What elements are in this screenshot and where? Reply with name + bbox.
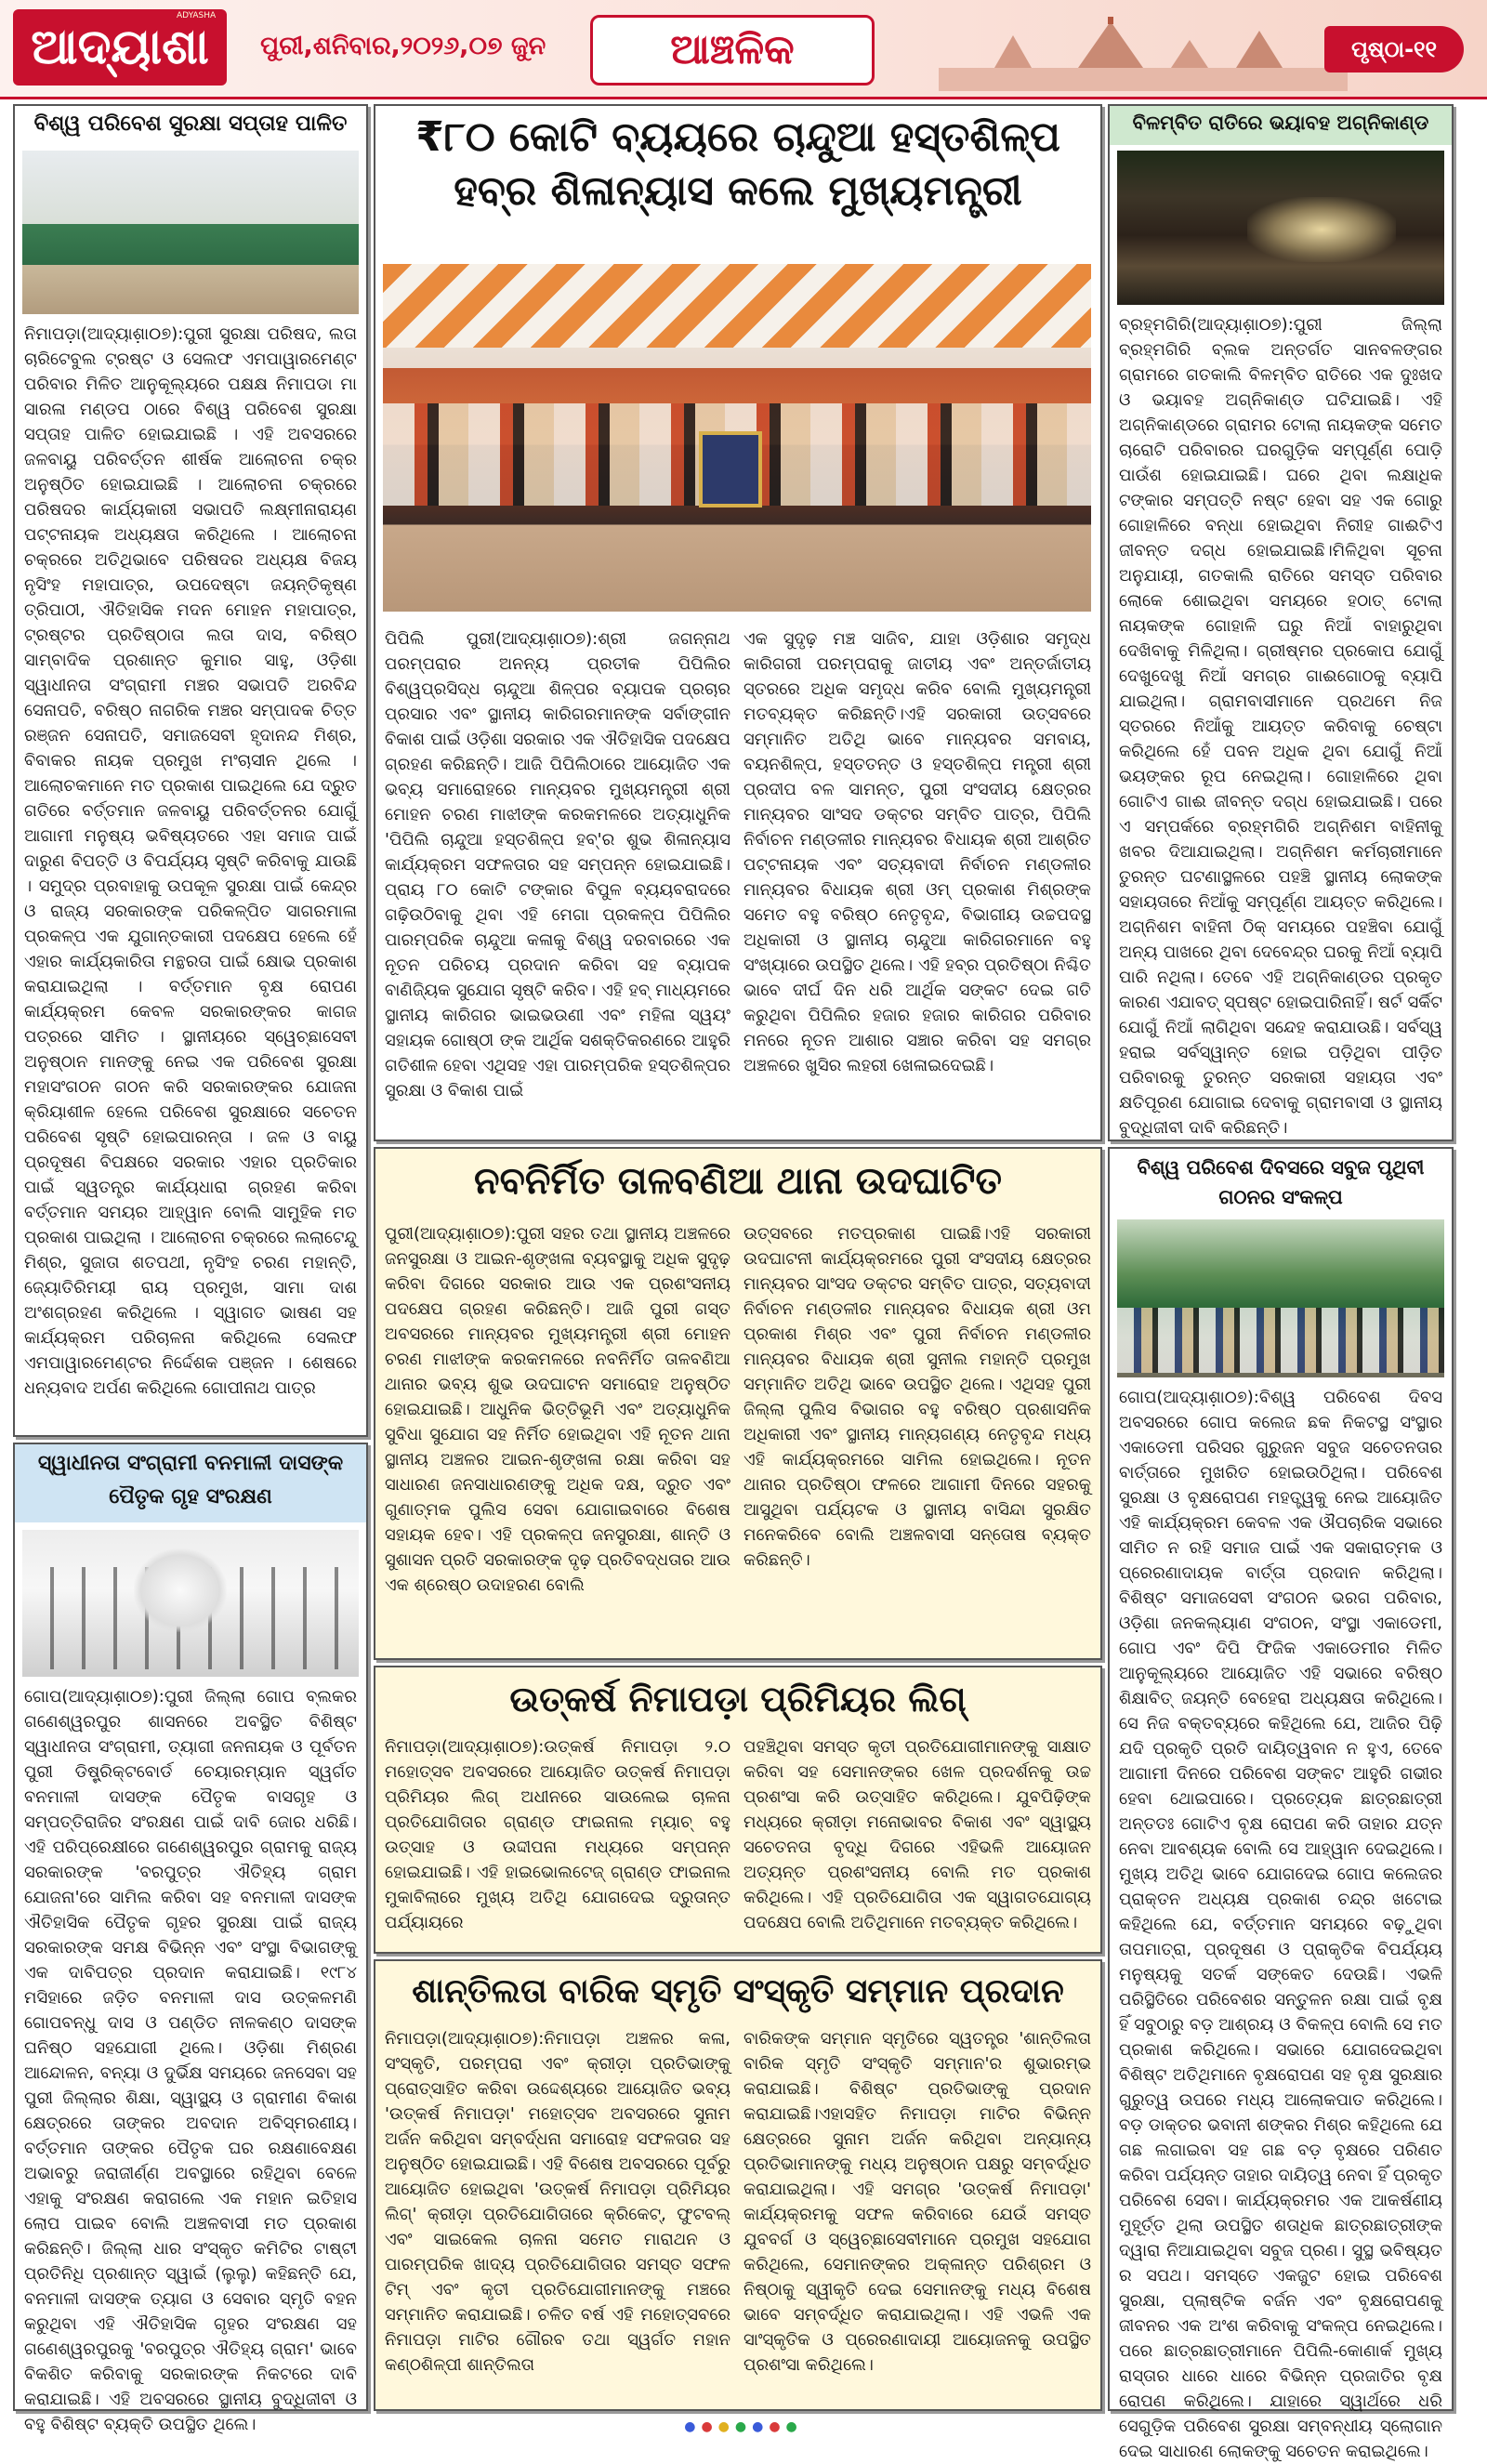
students-group-photo — [1117, 1219, 1444, 1377]
page-indicator-dots: ●●●●●●● — [684, 2419, 803, 2434]
newspaper-logo[interactable]: ଆଦ୍ୟାଶା — [13, 9, 227, 86]
article-body-col1: ନିମାପଡ଼ା(ଆଦ୍ୟାଶା଼୦୭):ନିମାପଡ଼ା ଅଞ୍ଚଳର କଳା, ସଂସ୍କୃତି, ପରମ୍ପରା ଏବଂ କ୍ରୀଡ଼ା ପ୍ରତିଭାଙ୍କୁ ପ୍ରୋତ୍ସାହିତ କରିବା ଉଦ୍ଦେଶ୍ୟରେ ଆୟୋଜିତ ଭବ୍ୟ 'ଉତ୍କର୍ଷ ନିମାପଡ଼ା' ମହୋତ୍ସବ ଅବସରରେ ସୁନାମ ଅର୍ଜନ କରିଥିବା ସମ୍ବର୍ଦ୍ଧନା ସମାରୋହ ସଫଳତାର ସହ ଅନୁଷ୍ଠିତ ହୋଇଯାଇଛି। ଏହି ବିଶେଷ ଅବସରରେ ପୂର୍ବରୁ ଆୟୋଜିତ ହୋଇଥିବା 'ଉତ୍କର୍ଷ ନିମାପଡ଼ା ପ୍ରିମିୟର ଲିଗ୍' କ୍ରୀଡ଼ା ପ୍ରତିଯୋଗିତାରେ କ୍ରିକେଟ୍, ଫୁଟବଲ୍ ଏବଂ ସାଇକେଲ ଚାଳନା ସମେତ ମାରାଥନ ଓ ପାରମ୍ପରିକ ଖାଦ୍ୟ ପ୍ରତିଯୋଗିତାର ସମସ୍ତ ସଫଳ ଟିମ୍ ଏବଂ କୃତୀ ପ୍ରତିଯୋଗୀମାନଙ୍କୁ ମଞ୍ଚରେ ସମ୍ମାନିତ କରାଯାଇଛି। ଚଳିତ ବର୍ଷ ଏହି ମହୋତ୍ସବରେ ନିମାପଡ଼ା ମାଟିର ଗୌରବ ତଥା ସ୍ୱର୍ଗତ ମହାନ କଣ୍ଠଶିଳ୍ପୀ ଶାନ୍ତିଲତା — [385, 2029, 730, 2375]
article-body: ବ୍ରହ୍ମଗିରି(ଆଦ୍ୟାଶା଼୦୭):ପୁରୀ ଜିଲ୍ଲା ବ୍ରହ୍ମଗିରି ବ୍ଲକ ଅନ୍ତର୍ଗତ ସାନବଳଙ୍ଗର ଗ୍ରାମରେ ଗତକାଲି ବିଳମ୍ବିତ ରାତିରେ ଏକ ଦୁଃଖଦ ଓ ଭୟାବହ ଅଗ୍ନିକାଣ୍ଡ ଘଟିଯାଇଛି। ଏହି ଅଗ୍ନିକାଣ୍ଡରେ ଗ୍ରାମର ଟୋଲା ନାୟକଙ୍କ ସମେତ ଚାରୋଟି ପରିବାରର ଘରଗୁଡ଼ିକ ସମ୍ପୂର୍ଣ୍ଣ ପୋଡ଼ି ପାଉଁଶ ହୋଇଯାଇଛି। ଘରେ ଥିବା ଲକ୍ଷାଧିକ ଟଙ୍କାର ସମ୍ପତ୍ତି ନଷ୍ଟ ହେବା ସହ ଏକ ଗୋରୁ ଗୋହାଳିରେ ବନ୍ଧା ହୋଇଥିବା ନିରୀହ ଗାଈଟିଏ ଜୀବନ୍ତ ଦଗ୍ଧ ହୋଇଯାଇଛି।ମିଳିଥିବା ସୂଚନା ଅନୁଯାୟୀ, ଗତକାଲି ରାତିରେ ସମସ୍ତ ପରିବାର ଲୋକେ ଶୋଇଥିବା ସମୟରେ ହଠାତ୍ ଟୋଲା ନାୟକଙ୍କ ଗୋହାଳି ଘରୁ ନିଆଁ ବାହାରୁଥିବା ଦେଖିବାକୁ ମିଳିଥିଲା। ଗ୍ରୀଷ୍ମର ପ୍ରକୋପ ଯୋଗୁଁ ଦେଖୁଦେଖୁ ନିଆଁ ସମଗ୍ର ଗାଈଗୋଠକୁ ବ୍ୟାପି ଯାଇଥିଲା। ଗ୍ରାମବାସୀମାନେ ପ୍ରଥମେ ନିଜ ସ୍ତରରେ ନିଆଁକୁ ଆୟତ୍ତ କରିବାକୁ ଚେଷ୍ଟା କରିଥିଲେ ହେଁ ପବନ ଅଧିକ ଥିବା ଯୋଗୁଁ ନିଆଁ ଭୟଙ୍କର ରୂପ ନେଇଥିଲା। ଗୋହାଳିରେ ଥିବା ଗୋଟିଏ ଗାଈ ଜୀବନ୍ତ ଦଗ୍ଧ ହୋଇଯାଇଛି। ପରେ ଏ ସମ୍ପର୍କରେ ବ୍ରହ୍ମଗିରି ଅଗ୍ନିଶମ ବାହିନୀକୁ ଖବର ଦିଆଯାଇଥିଲା। ଅଗ୍ନିଶମ କର୍ମଚାରୀମାନେ ତୁରନ୍ତ ଘଟଣାସ୍ଥଳରେ ପହଞ୍ଚି ସ୍ଥାନୀୟ ଲୋକଙ୍କ ସହାୟତାରେ ନିଆଁକୁ ସମ୍ପୂର୍ଣ୍ଣ ଆୟତ୍ତ କରିଥିଲେ। ଅଗ୍ନିଶମ ବାହିନୀ ଠିକ୍ ସମୟରେ ପହଞ୍ଚିବା ଯୋଗୁଁ ଅନ୍ୟ ପାଖରେ ଥିବା ଦେବେନ୍ଦ୍ର ଘରକୁ ନିଆଁ ବ୍ୟାପି ପାରି ନଥିଲା। ତେବେ ଏହି ଅଗ୍ନିକାଣ୍ଡର ପ୍ରକୃତ କାରଣ ଏଯାବତ୍ ସ୍ପଷ୍ଟ ହୋଇପାରିନାହିଁ। ଷର୍ଟ ସର୍କିଟ ଯୋଗୁଁ ନିଆଁ ଲାଗିଥିବା ସନ୍ଦେହ କରାଯାଉଛି। ସର୍ବସ୍ୱ ହରାଇ ସର୍ବସ୍ୱାନ୍ତ ହୋଇ ପଡ଼ିଥିବା ପୀଡ଼ିତ ପରିବାରକୁ ତୁରନ୍ତ ସରକାରୀ ସହାୟତା ଏବଂ କ୍ଷତିପୂରଣ ଯୋଗାଇ ଦେବାକୁ ଗ୍ରାମବାସୀ ଓ ସ୍ଥାନୀୟ ବୁଦ୍ଧିଜୀବୀ ଦାବି କରିଛନ୍ତି। — [1119, 315, 1442, 1138]
article-headline: ନବନିର୍ମିତ ତାଳବଣିଆ ଥାନା ଉଦଘାଟିତ — [474, 1160, 1002, 1203]
article-body: ନିମାପଡ଼ା(ଆଦ୍ୟାଶା଼୦୭):ପୁରୀ ସୁରକ୍ଷା ପରିଷଦ, ଲତା ଚାରିଟେବୁଲ ଟ୍ରଷ୍ଟ ଓ ସେଲଫ ଏମପାୱାରମେଣ୍ଟ ପରିବାର ମିଳିତ ଆନୁକୂଲ୍ୟରେ ପକ୍ଷକ୍ଷ ନିମାପଡା ମା ସାରଳା ମଣ୍ଡପ ଠାରେ ବିଶ୍ୱ ପରିବେଶ ସୁରକ୍ଷା ସପ୍ତାହ ପାଳିତ ହୋଇଯାଇଛି । ଏହି ଅବସରରେ ଜଳବାୟୁ ପରିବର୍ତ୍ତନ ଶୀର୍ଷକ ଆଲୋଚନା ଚକ୍ର ଅନୁଷ୍ଠିତ ହୋଇଯାଇଛି । ଆଲୋଚନା ଚକ୍ରରେ ପରିଷଦର କାର୍ଯ୍ୟକାରୀ ସଭାପତି ଲକ୍ଷ୍ମୀନାରାୟଣ ପଟ୍ଟନାୟକ ଅଧ୍ୟକ୍ଷତା କରିଥିଲେ । ଆଲୋଚନା ଚକ୍ରରେ ଅତିଥିଭାବେ ପରିଷଦର ଅଧ୍ୟକ୍ଷ ବିଜୟ ନୃସିଂହ ମହାପାତ୍ର, ଉପଦେଷ୍ଟା ଜୟନ୍ତିକୃଷ୍ଣ ତ୍ରିପାଠୀ, ଐତିହାସିକ ମଦନ ମୋହନ ମହାପାତ୍ର, ଟ୍ରଷ୍ଟର ପ୍ରତିଷ୍ଠାତା ଲତା ଦାସ, ବରିଷ୍ଠ ସାମ୍ବାଦିକ ପ୍ରଶାନ୍ତ କୁମାର ସାହୁ, ଓଡ଼ିଶା ସ୍ୱାଧୀନତା ସଂଗ୍ରାମୀ ମଞ୍ଚର ସଭାପତି ଅରବିନ୍ଦ ସେନାପତି, ବରିଷ୍ଠ ନାଗରିକ ମଞ୍ଚର ସମ୍ପାଦକ ଚିତ୍ତ ରଞ୍ଜନ ସେନାପତି, ସମାଜସେବୀ ହୃଦାନନ୍ଦ ମିଶ୍ର, ବିବାକର ନାୟକ ପ୍ରମୁଖ ମଂଚାସୀନ ଥିଲେ । ଆଲୋଚକମାନେ ମତ ପ୍ରକାଶ ପାଇଥିଲେ ଯେ ଦ୍ରୁତ ଗତିରେ ବର୍ତ୍ତମାନ ଜଳବାୟୁ ପରିବର୍ତ୍ତନର ଯୋଗୁଁ ଆଗାମୀ ମନୁଷ୍ୟ ଭବିଷ୍ୟତରେ ଏହା ସମାଜ ପାଇଁ ଦାରୁଣ ବିପତ୍ତି ଓ ବିପର୍ଯ୍ୟୟ ସୃଷ୍ଟି କରିବାକୁ ଯାଉଛି । ସମୁଦ୍ର ପ୍ରବାହାକୁ ଉପକୂଳ ସୁରକ୍ଷା ପାଇଁ କେନ୍ଦ୍ର ଓ ରାଜ୍ୟ ସରକାରଙ୍କ ପରିକଳ୍ପିତ ସାଗରମାଳା ପ୍ରକଳ୍ପ ଏକ ଯୁଗାନ୍ତକାରୀ ପଦକ୍ଷେପ ହେଲେ ହେଁ ଏହାର କାର୍ଯ୍ୟକାରିତା ମନ୍ଥରତା ପାଇଁ କ୍ଷୋଭ ପ୍ରକାଶ କରାଯାଇଥିଲା । ବର୍ତ୍ତମାନ ବୃକ୍ଷ ରୋପଣ କାର୍ଯ୍ୟକ୍ରମ କେବଳ ସରକାରଙ୍କର କାଗଜ ପତ୍ରରେ ସୀମିତ । ସ୍ଥାନୀୟରେ ସ୍ୱେଚ୍ଛାସେବୀ ଅନୁଷ୍ଠାନ ମାନଙ୍କୁ ନେଇ ଏକ ପରିବେଶ ସୁରକ୍ଷା ମହାସଂଗଠନ ଗଠନ କରି ସରକାରଙ୍କର ଯୋଜନା କ୍ରିୟାଶୀଳ ହେଲେ ପରିବେଶ ସୁରକ୍ଷାରେ ସଚେତନ ପରିବେଶ ସୃଷ୍ଟି ହୋଇପାରନ୍ତା । ଜଳ ଓ ବାୟୁ ପ୍ରଦୂଷଣ ବିପକ୍ଷରେ ସରକାର ଏହାର ପ୍ରତିକାର ପାଇଁ ସ୍ୱତନ୍ତ୍ର କାର୍ଯ୍ୟଧାରା ଗ୍ରହଣ କରିବା ବର୍ତ୍ତମାନ ସମୟର ଆହ୍ୱାନ ବୋଲି ସାମୁହିକ ମତ ପ୍ରକାଶ ପାଇଥିଲା । ଆଲୋଚନା ଚକ୍ରରେ ଲଲାଟେନ୍ଦୁ ମିଶ୍ର, ସୁଜାତା ଶତପଥୀ, ନୃସିଂହ ଚରଣ ମହାନ୍ତି, ଜ୍ୟୋତିରିମୟୀ ରାୟ ପ୍ରମୁଖ, ସାମା ଦାଶ ଅଂଶଗ୍ରହଣ କରିଥିଲେ । ସ୍ୱାଗତ ଭାଷଣ ସହ କାର୍ଯ୍ୟକ୍ରମ ପରିଚାଳନା କରିଥିଲେ ସେଲଫ ଏମପାୱାରମେଣ୍ଟର ନିର୍ଦ୍ଦେଶକ ପଞ୍ଜନ । ଶେଷରେ ଧନ୍ୟବାଦ ଅର୍ପଣ କରିଥିଲେ ଗୋପୀନାଥ ପାତ୍ର — [24, 324, 357, 1398]
article-body-col1: ନିମାପଡ଼ା(ଆଦ୍ୟାଶା଼୦୭):ଉତ୍କର୍ଷ ନିମାପଡ଼ା ୨.୦ ମହୋତ୍ସବ ଅବସରରେ ଆୟୋଜିତ ଉତ୍କର୍ଷ ନିମାପଡ଼ା ପ୍ରିମିୟର ଲିଗ୍ ଅଧୀନରେ ସାଉଲେଇ ଚାଳନା ପ୍ରତିଯୋଗିତାର ଗ୍ରାଣ୍ଡ ଫାଇନାଲ ମ୍ୟାଚ୍ ବହୁ ଉତ୍ସାହ ଓ ଉଦ୍ଦୀପନା ମଧ୍ୟରେ ସମ୍ପନ୍ନ ହୋଇଯାଇଛି। ଏହି ହାଇଭୋଲଟେଜ୍ ଗ୍ରାଣ୍ଡ ଫାଇନାଲ ମୁକାବିଲାରେ ମୁଖ୍ୟ ଅତିଥି ଯୋଗଦେଇ ଦ୍ରୁତାନ୍ତ ପର୍ଯ୍ୟାୟରେ — [385, 1737, 730, 1932]
masthead — [0, 0, 1487, 99]
article-body-col2: ପହଞ୍ଚିଥିବା ସମସ୍ତ କୃତୀ ପ୍ରତିଯୋଗୀମାନଙ୍କୁ ସାକ୍ଷାତ କରିବା ସହ ସେମାନଙ୍କର ଖେଳ ପ୍ରଦର୍ଶନକୁ ଉଚ୍ଚ ପ୍ରଶଂସା କରି ଉତ୍ସାହିତ କରିଥିଲେ। ଯୁବପିଢ଼ିଙ୍କ ମଧ୍ୟରେ କ୍ରୀଡ଼ା ମନୋଭାବର ବିକାଶ ଏବଂ ସ୍ୱାସ୍ଥ୍ୟ ସଚେତନତା ବୃଦ୍ଧି ଦିଗରେ ଏହିଭଳି ଆୟୋଜନ ଅତ୍ୟନ୍ତ ପ୍ରଶଂସନୀୟ ବୋଲି ମତ ପ୍ରକାଶ କରିଥିଲେ। ଏହି ପ୍ରତିଯୋଗିତା ଏକ ସ୍ୱାଗତଯୋଗ୍ୟ ପଦକ୍ଷେପ ବୋଲି ଅତିଥିମାନେ ମତବ୍ୟକ୍ତ କରିଥିଲେ। — [744, 1737, 1091, 1932]
edition-date: ପୁରୀ,ଶନିବାର,୨୦୨୬,୦୭ ଜୁନ — [260, 32, 546, 60]
ancestral-house-photo — [22, 1530, 359, 1677]
article-headline-line1: ବିଶ୍ୱ ପରିବେଶ ଦିବସରେ ସବୁଜ ପୃଥିବୀ — [1137, 1156, 1425, 1179]
article-body-col2: ବାରିକଙ୍କ ସମ୍ମାନ ସ୍ମୃତିରେ ସ୍ୱତନ୍ତ୍ର 'ଶାନ୍ତିଲତା ବାରିକ ସ୍ମୃତି ସଂସ୍କୃତି ସମ୍ମାନ'ର ଶୁଭାରମ୍ଭ କରାଯାଇଛି। ବିଶିଷ୍ଟ ପ୍ରତିଭାଙ୍କୁ ପ୍ରଦାନ କରାଯାଇଛି।ଏହାସହିତ ନିମାପଡ଼ା ମାଟିର ବିଭିନ୍ନ କ୍ଷେତ୍ରରେ ସୁନାମ ଅର୍ଜନ କରିଥିବା ଅନ୍ୟାନ୍ୟ ପ୍ରତିଭାମାନଙ୍କୁ ମଧ୍ୟ ଅନୁଷ୍ଠାନ ପକ୍ଷରୁ ସମ୍ବର୍ଦ୍ଧିତ କରାଯାଇଥିଲା। ଏହି ସମଗ୍ର 'ଉତ୍କର୍ଷ ନିମାପଡ଼ା' କାର୍ଯ୍ୟକ୍ରମକୁ ସଫଳ କରିବାରେ ଯେଉଁ ସମସ୍ତ ଯୁବବର୍ଗ ଓ ସ୍ୱେଚ୍ଛାସେବୀମାନେ ପ୍ରମୁଖ ସହଯୋଗ କରିଥିଲେ, ସେମାନଙ୍କର ଅକ୍ଳାନ୍ତ ପରିଶ୍ରମ ଓ ନିଷ୍ଠାକୁ ସ୍ୱୀକୃତି ଦେଇ ସେମାନଙ୍କୁ ମଧ୍ୟ ବିଶେଷ ଭାବେ ସମ୍ବର୍ଦ୍ଧିତ କରାଯାଇଥିଲା। ଏହି ଏଭଳି ଏକ ସାଂସ୍କୃତିକ ଓ ପ୍ରେରଣାଦାୟୀ ଆୟୋଜନକୁ ଉପସ୍ଥିତ ପ୍ରଶଂସା କରିଥିଲେ। — [744, 2029, 1091, 2375]
article-freedom-fighter — [13, 1443, 368, 2434]
lead-body-col1: ପିପିଲି ପୁରୀ(ଆଦ୍ୟାଶା଼୦୭):ଶ୍ରୀ ଜଗନ୍ନାଥ ପରମ୍ପରାର ଅନନ୍ୟ ପ୍ରତୀକ ପିପିଲିର ବିଶ୍ୱପ୍ରସିଦ୍ଧ ଚାନ୍ଦୁଆ ଶିଳ୍ପର ବ୍ୟାପକ ପ୍ରଚାର ପ୍ରସାର ଏବଂ ସ୍ଥାନୀୟ କାରିଗରମାନଙ୍କ ସର୍ବାଙ୍ଗୀନ ବିକାଶ ପାଇଁ ଓଡ଼ିଶା ସରକାର ଏକ ଐତିହାସିକ ପଦକ୍ଷେପ ଗ୍ରହଣ କରିଛନ୍ତି। ଆଜି ପିପିଲିଠାରେ ଆୟୋଜିତ ଏକ ଭବ୍ୟ ସମାରୋହରେ ମାନ୍ୟବର ମୁଖ୍ୟମନ୍ତ୍ରୀ ଶ୍ରୀ ମୋହନ ଚରଣ ମାଝୀଙ୍କ କରକମଳରେ ଅତ୍ୟାଧୁନିକ 'ପିପିଲି ଚାନ୍ଦୁଆ ହସ୍ତଶିଳ୍ପ ହବ୍'ର ଶୁଭ ଶିଳାନ୍ୟାସ କାର୍ଯ୍ୟକ୍ରମ ସଫଳତାର ସହ ସମ୍ପନ୍ନ ହୋଇଯାଇଛି। ପ୍ରାୟ ୮୦ କୋଟି ଟଙ୍କାର ବିପୁଳ ବ୍ୟୟବରାଦରେ ଗଢ଼ିଉଠିବାକୁ ଥିବା ଏହି ମେଗା ପ୍ରକଳ୍ପ ପିପିଲିର ପାରମ୍ପରିକ ଚାନ୍ଦୁଆ କଳାକୁ ବିଶ୍ୱ ଦରବାରରେ ଏକ ନୂତନ ପରିଚୟ ପ୍ରଦାନ କରିବା ସହ ବ୍ୟାପକ ବାଣିଜ୍ୟିକ ସୁଯୋଗ ସୃଷ୍ଟି କରିବ। ଏହି ହବ୍ ମାଧ୍ୟମରେ ସ୍ଥାନୀୟ କାରିଗର ଭାଇଭଉଣୀ ଏବଂ ମହିଳା ସ୍ୱୟଂ ସହାୟକ ଗୋଷ୍ଠୀ ଙ୍କ ଆର୍ଥିକ ସଶକ୍ତିକରଣରେ ଆହୁରି ଗତିଶୀଳ ହେବା ଏଥିସହ ଏହା ପାରମ୍ପରିକ ହସ୍ତଶିଳ୍ପର ସୁରକ୍ଷା ଓ ବିକାଶ ପାଇଁ — [385, 629, 730, 1100]
article-body: ଗୋପ(ଆଦ୍ୟାଶା଼୦୭):ବିଶ୍ୱ ପରିବେଶ ଦିବସ ଅବସରରେ ଗୋପ କଲେଜ ଛକ ନିକଟସ୍ଥ ସଂସ୍ଥାର ଏକାଡେମୀ ପରିସର ଗୁରୁଜନ ସବୁଜ ସଚେତନତାର ବାର୍ତ୍ତାରେ ମୁଖରିତ ହୋଇଉଠିଥିଲା। ପରିବେଶ ସୁରକ୍ଷା ଓ ବୃକ୍ଷରୋପଣ ମହତ୍ତ୍ୱକୁ ନେଇ ଆୟୋଜିତ ଏହି କାର୍ଯ୍ୟକ୍ରମ କେବଳ ଏକ ଔପଚାରିକ ସଭାରେ ସୀମିତ ନ ରହି ସମାଜ ପାଇଁ ଏକ ସକାରାତ୍ମକ ଓ ପ୍ରେରଣାଦାୟକ ବାର୍ତ୍ତା ପ୍ରଦାନ କରିଥିଲା। ବିଶିଷ୍ଟ ସମାଜସେବୀ ସଂଗଠନ ଭରଗ ପରିବାର, ଓଡ଼ିଶା ଜନକଲ୍ୟାଣ ସଂଗଠନ, ସଂସ୍ଥା ଏକାଡେମୀ, ଗୋପ ଏବଂ ଦିପି ଫିଜିକ ଏକାଡେମୀର ମିଳିତ ଆନୁକୂଲ୍ୟରେ ଆୟୋଜିତ ଏହି ସଭାରେ ବରିଷ୍ଠ ଶିକ୍ଷାବିତ୍ ଜୟନ୍ତି ବେହେରା ଅଧ୍ୟକ୍ଷତା କରିଥିଲେ। ସେ ନିଜ ବକ୍ତବ୍ୟରେ କହିଥିଲେ ଯେ, ଆଜିର ପିଢ଼ି ଯଦି ପ୍ରକୃତି ପ୍ରତି ଦାୟିତ୍ୱବାନ ନ ହୁଏ, ତେବେ ଆଗାମୀ ଦିନରେ ପରିବେଶ ସଙ୍କଟ ଆହୁରି ଗଭୀର ହେବା ଥୋଇପାରେ। ପ୍ରତ୍ୟେକ ଛାତ୍ରଛାତ୍ରୀ ଅନ୍ତତଃ ଗୋଟିଏ ବୃକ୍ଷ ରୋପଣ କରି ତାହାର ଯତ୍ନ ନେବା ଆବଶ୍ୟକ ବୋଲି ସେ ଆହ୍ୱାନ ଦେଇଥିଲେ। ମୁଖ୍ୟ ଅତିଥି ଭାବେ ଯୋଗଦେଇ ଗୋପ କଲେଜର ପ୍ରାକ୍ତନ ଅଧ୍ୟକ୍ଷ ପ୍ରକାଶ ଚନ୍ଦ୍ର ଖଟୋଇ କହିଥିଲେ ଯେ, ବର୍ତ୍ତମାନ ସମୟରେ ବଢ଼ୁଥିବା ତାପମାତ୍ରା, ପ୍ରଦୂଷଣ ଓ ପ୍ରାକୃତିକ ବିପର୍ଯ୍ୟୟ ମନୁଷ୍ୟକୁ ସତର୍କ ସଙ୍କେତ ଦେଉଛି। ଏଭଳି ପରିସ୍ଥିତିରେ ପରିବେଶର ସନ୍ତୁଳନ ରକ୍ଷା ପାଇଁ ବୃକ୍ଷ ହିଁ ସବୁଠାରୁ ବଡ଼ ଆଶ୍ରୟ ଓ ବିକଳ୍ପ ବୋଲି ସେ ମତ ପ୍ରକାଶ କରିଥିଲେ। ସଭାରେ ଯୋଗଦେଇଥିବା ବିଶିଷ୍ଟ ଅତିଥିମାନେ ବୃକ୍ଷରୋପଣ ସହ ବୃକ୍ଷ ସୁରକ୍ଷାର ଗୁରୁତ୍ୱ ଉପରେ ମଧ୍ୟ ଆଲୋକପାତ କରିଥିଲେ। ବଡ଼ ଡାକ୍ତର ଭବାନୀ ଶଙ୍କର ମିଶ୍ର କହିଥିଲେ ଯେ ଗଛ ଲଗାଇବା ସହ ଗଛ ବଡ଼ ବୃକ୍ଷରେ ପରିଣତ କରିବା ପର୍ଯ୍ୟନ୍ତ ତାହାର ଦାୟିତ୍ୱ ନେବା ହିଁ ପ୍ରକୃତ ପରିବେଶ ସେବା। କାର୍ଯ୍ୟକ୍ରମର ଏକ ଆକର୍ଷଣୀୟ ମୁହୂର୍ତ୍ତ ଥିଲା ଉପସ୍ଥିତ ଶତାଧିକ ଛାତ୍ରଛାତ୍ରୀଙ୍କ ଦ୍ୱାରା ନିଆଯାଇଥିବା ସବୁଜ ପ୍ରଣ। ସୁସ୍ଥ ଭବିଷ୍ୟତ ର ସପଥ। ସମସ୍ତେ ଏକଜୁଟ ହୋଇ ପରିବେଶ ସୁରକ୍ଷା, ପ୍ଲାଷ୍ଟିକ ବର୍ଜନ ଏବଂ ବୃକ୍ଷରୋପଣକୁ ଜୀବନର ଏକ ଅଂଶ କରିବାକୁ ସଂକଳ୍ପ ନେଇଥିଲେ। ପରେ ଛାତ୍ରଛାତ୍ରୀମାନେ ପିପିଲି-କୋଣାର୍କ ମୁଖ୍ୟ ରାସ୍ତାର ଧାରେ ଧାରେ ବିଭିନ୍ନ ପ୍ରଜାତିର ବୃକ୍ଷ ରୋପଣ କରିଥିଲେ। ଯାହାରେ ସ୍ୱାର୍ଥରେ ଧରି ସେଗୁଡ଼ିକ ପରିବେଶ ସୁରକ୍ଷା ସମ୍ବନ୍ଧୀୟ ସ୍ଲୋଗାନ ଦେଇ ସାଧାରଣ ଲୋକଙ୍କୁ ସଚେତନ କରାଇଥିଲେ। — [1119, 1388, 1442, 2461]
lead-headline-line2: ହବ୍‌ର ଶିଳାନ୍ୟାସ କଲେ ମୁଖ୍ୟମନ୍ତ୍ରୀ — [454, 167, 1022, 215]
section-title: ଆଞ୍ଚଳିକ — [590, 15, 875, 86]
article-body-col2: ଉତ୍ସବରେ ମତପ୍ରକାଶ ପାଇଛି।ଏହି ସରକାରୀ ଉଦଘାଟନୀ କାର୍ଯ୍ୟକ୍ରମରେ ପୁରୀ ସଂସଦୀୟ କ୍ଷେତ୍ରର ମାନ୍ୟବର ସାଂସଦ ଡକ୍ଟର ସମ୍ବିତ ପାତ୍ର, ସତ୍ୟବାଦୀ ନିର୍ବାଚନ ମଣ୍ଡଳୀର ମାନ୍ୟବର ବିଧାୟକ ଶ୍ରୀ ଓମ ପ୍ରକାଶ ମିଶ୍ର ଏବଂ ପୁରୀ ନିର୍ବାଚନ ମଣ୍ଡଳୀର ମାନ୍ୟବର ବିଧାୟକ ଶ୍ରୀ ସୁନୀଲ ମହାନ୍ତି ପ୍ରମୁଖ ସମ୍ମାନିତ ଅତିଥି ଭାବେ ଉପସ୍ଥିତ ଥିଲେ। ଏଥିସହ ପୁରୀ ଜିଲ୍ଲା ପୁଲିସ ବିଭାଗର ବହୁ ବରିଷ୍ଠ ପ୍ରଶାସନିକ ଅଧିକାରୀ ଏବଂ ସ୍ଥାନୀୟ ମାନ୍ୟଗଣ୍ୟ ନେତୃବୃନ୍ଦ ମଧ୍ୟ ଏହି କାର୍ଯ୍ୟକ୍ରମରେ ସାମିଲ ହୋଇଥିଲେ। ନୂତନ ଥାନାର ପ୍ରତିଷ୍ଠା ଫଳରେ ଆଗାମୀ ଦିନରେ ସହରକୁ ଆସୁଥିବା ପର୍ଯ୍ୟଟକ ଓ ସ୍ଥାନୀୟ ବାସିନ୍ଦା ସୁରକ୍ଷିତ ମନେକରିବେ ବୋଲି ଅଞ୍ଚଳବାସୀ ସନ୍ତୋଷ ବ୍ୟକ୍ତ କରିଛନ୍ତି। — [744, 1224, 1091, 1570]
page-number: ପୃଷ୍ଠା-୧୧ — [1324, 26, 1464, 72]
logo-subtext: ADYASHA — [177, 11, 217, 20]
article-headline-line2: ଗଠନର ସଂକଳ୍ପ — [1218, 1186, 1343, 1208]
article-headline: ଉତ୍କର୍ଷ ନିମାପଡ଼ା ପ୍ରିମିୟର ଲିଗ୍ — [509, 1679, 967, 1720]
article-headline-line1: ସ୍ୱାଧୀନତା ସଂଗ୍ରାମୀ ବନମାଳୀ ଦାସଙ୍କ — [37, 1452, 344, 1475]
temple-skyline-icon — [939, 17, 1348, 91]
article-shantilata — [374, 1959, 1102, 2411]
article-premier-league — [374, 1666, 1102, 1954]
lead-body-col2: ଏକ ସୁଦୃଢ଼ ମଞ୍ଚ ସାଜିବ, ଯାହା ଓଡ଼ିଶାର ସମୃଦ୍ଧ କାରିଗରୀ ପରମ୍ପରାକୁ ଜାତୀୟ ଏବଂ ଅନ୍ତର୍ଜାତୀୟ ସ୍ତରରେ ଅଧିକ ସମୃଦ୍ଧ କରିବ ବୋଲି ମୁଖ୍ୟମନ୍ତ୍ରୀ ମତବ୍ୟକ୍ତ କରିଛନ୍ତି।ଏହି ସରକାରୀ ଉତ୍ସବରେ ସମ୍ମାନିତ ଅତିଥି ଭାବେ ମାନ୍ୟବର ସମବାୟ, ବୟନଶିଳ୍ପ, ହସ୍ତତନ୍ତ ଓ ହସ୍ତଶିଳ୍ପ ମନ୍ତ୍ରୀ ଶ୍ରୀ ପ୍ରଦୀପ ବଳ ସାମନ୍ତ, ପୁରୀ ସଂସଦୀୟ କ୍ଷେତ୍ରର ମାନ୍ୟବର ସାଂସଦ ଡକ୍ଟର ସମ୍ବିତ ପାତ୍ର, ପିପିଲି ନିର୍ବାଚନ ମଣ୍ଡଳୀର ମାନ୍ୟବର ବିଧାୟକ ଶ୍ରୀ ଆଶ୍ରିତ ପଟ୍ଟନାୟକ ଏବଂ ସତ୍ୟବାଦୀ ନିର୍ବାଚନ ମଣ୍ଡଳୀର ମାନ୍ୟବର ବିଧାୟକ ଶ୍ରୀ ଓମ୍ ପ୍ରକାଶ ମିଶ୍ରଙ୍କ ସମେତ ବହୁ ବରିଷ୍ଠ ନେତୃବୃନ୍ଦ, ବିଭାଗୀୟ ଉଚ୍ଚପଦସ୍ଥ ଅଧିକାରୀ ଓ ସ୍ଥାନୀୟ ଚାନ୍ଦୁଆ କାରିଗରମାନେ ବହୁ ସଂଖ୍ୟାରେ ଉପସ୍ଥିତ ଥିଲେ। ଏହି ହବ୍‌ର ପ୍ରତିଷ୍ଠା ନିଶ୍ଚିତ ଭାବେ ଦୀର୍ଘ ଦିନ ଧରି ଆର୍ଥିକ ସଙ୍କଟ ଦେଇ ଗତି କରୁଥିବା ପିପିଲିର ହଜାର ହଜାର କାରିଗର ପରିବାର ମନରେ ନୂତନ ଆଶାର ସଞ୍ଚାର କରିବା ସହ ସମଗ୍ର ଅଞ୍ଚଳରେ ଖୁସିର ଲହରୀ ଖେଳାଇଦେଇଛି। — [744, 629, 1091, 1075]
article-environment-week — [13, 104, 368, 1437]
article-fire — [1108, 104, 1454, 1141]
burnt-house-photo — [1117, 151, 1444, 305]
article-police-station — [374, 1147, 1102, 1660]
article-headline: ବିଳମ୍ବିତ ରାତିରେ ଭୟାବହ ଅଗ୍ନିକାଣ୍ଡ — [1132, 112, 1429, 134]
article-headline: ଶାନ୍ତିଲତା ବାରିକ ସ୍ମୃତି ସଂସ୍କୃତି ସମ୍ମାନ ପ୍ରଦାନ — [412, 1972, 1064, 2010]
foundation-ceremony-photo — [383, 264, 1091, 612]
article-chandua-hub — [374, 104, 1102, 1141]
article-green-earth — [1108, 1147, 1454, 2461]
article-headline-line2: ପୈତୃକ ଗୃହ ସଂରକ୍ଷଣ — [109, 1485, 272, 1509]
lead-headline-line1: ₹୮୦ କୋଟି ବ୍ୟୟରେ ଚାନ୍ଦୁଆ ହସ୍ତଶିଳ୍ପ — [415, 113, 1060, 161]
article-headline: ବିଶ୍ୱ ପରିବେଶ ସୁରକ୍ଷା ସପ୍ତାହ ପାଳିତ — [33, 112, 348, 136]
article-body-col1: ପୁରୀ(ଆଦ୍ୟାଶା଼୦୭):ପୁରୀ ସହର ତଥା ସ୍ଥାନୀୟ ଅଞ୍ଚଳରେ ଜନସୁରକ୍ଷା ଓ ଆଇନ-ଶୃଙ୍ଖଳା ବ୍ୟବସ୍ଥାକୁ ଅଧିକ ସୁଦୃଢ଼ କରିବା ଦିଗରେ ସରକାର ଆଉ ଏକ ପ୍ରଶଂସନୀୟ ପଦକ୍ଷେପ ଗ୍ରହଣ କରିଛନ୍ତି। ଆଜି ପୁରୀ ଗସ୍ତ ଅବସରରେ ମାନ୍ୟବର ମୁଖ୍ୟମନ୍ତ୍ରୀ ଶ୍ରୀ ମୋହନ ଚରଣ ମାଝୀଙ୍କ କରକମଳରେ ନବନିର୍ମିତ ତାଳବଣିଆ ଥାନାର ଭବ୍ୟ ଶୁଭ ଉଦଘାଟନ ସମାରୋହ ଅନୁଷ୍ଠିତ ହୋଇଯାଇଛି। ଆଧୁନିକ ଭିତ୍ତିଭୂମି ଏବଂ ଅତ୍ୟାଧୁନିକ ସୁବିଧା ସୁଯୋଗ ସହ ନିର୍ମିତ ହୋଇଥିବା ଏହି ନୂତନ ଥାନା ସ୍ଥାନୀୟ ଅଞ୍ଚଳର ଆଇନ-ଶୃଙ୍ଖଳା ରକ୍ଷା କରିବା ସହ ସାଧାରଣ ଜନସାଧାରଣଙ୍କୁ ଅଧିକ ଦକ୍ଷ, ଦ୍ରୁତ ଏବଂ ଗୁଣାତ୍ମକ ପୁଲିସ ସେବା ଯୋଗାଇବାରେ ବିଶେଷ ସହାୟକ ହେବ। ଏହି ପ୍ରକଳ୍ପ ଜନସୁରକ୍ଷା, ଶାନ୍ତି ଓ ସୁଶାସନ ପ୍ରତି ସରକାରଙ୍କ ଦୃଢ଼ ପ୍ରତିବଦ୍ଧତାର ଆଉ ଏକ ଶ୍ରେଷ୍ଠ ଉଦାହରଣ ବୋଲି — [385, 1224, 730, 1595]
article-body: ଗୋପ(ଆଦ୍ୟାଶା଼୦୭):ପୁରୀ ଜିଲ୍ଲା ଗୋପ ବ୍ଲକର ଗଣେଶ୍ୱରପୁର ଶାସନରେ ଅବସ୍ଥିତ ବିଶିଷ୍ଟ ସ୍ୱାଧୀନତା ସଂଗ୍ରାମୀ, ତ୍ୟାଗୀ ଜନନାୟକ ଓ ପୂର୍ବତନ ପୁରୀ ଡିଷ୍ଟ୍ରିକ୍ଟବୋର୍ଡ ଚେୟାରମ୍ୟାନ ସ୍ୱର୍ଗତ ବନମାଳୀ ଦାସଙ୍କ ପୈତୃକ ବାସଗୃହ ଓ ସମ୍ପତ୍ତିରାଜିର ସଂରକ୍ଷଣ ପାଇଁ ଦାବି ଜୋର ଧରିଛି। ଏହି ପରିପ୍ରେକ୍ଷୀରେ ଗଣେଶ୍ୱରପୁର ଗ୍ରାମକୁ ରାଜ୍ୟ ସରକାରଙ୍କ 'ବରପୁତ୍ର ଐତିହ୍ୟ ଗ୍ରାମ ଯୋଜନା'ରେ ସାମିଲ କରିବା ସହ ବନମାଳୀ ଦାସଙ୍କ ଐତିହାସିକ ପୈତୃକ ଗୃହର ସୁରକ୍ଷା ପାଇଁ ରାଜ୍ୟ ସରକାରଙ୍କ ସମକ୍ଷ ବିଭିନ୍ନ ଏବଂ ସଂସ୍ଥା ବିଭାଗଙ୍କୁ ଏକ ଦାବିପତ୍ର ପ୍ରଦାନ କରାଯାଇଛି। ୧୯୮୪ ମସିହାରେ ଜଡ଼ିତ ବନମାଳୀ ଦାସ ଉତ୍କଳମଣି ଗୋପବନ୍ଧୁ ଦାସ ଓ ପଣ୍ଡିତ ନୀଳକଣ୍ଠ ଦାସଙ୍କ ଘନିଷ୍ଠ ସହଯୋଗୀ ଥିଲେ। ଓଡ଼ିଶା ମିଶ୍ରଣ ଆନ୍ଦୋଳନ, ବନ୍ୟା ଓ ଦୁର୍ଭିକ୍ଷ ସମୟରେ ଜନସେବା ସହ ପୁରୀ ଜିଲ୍ଲାର ଶିକ୍ଷା, ସ୍ୱାସ୍ଥ୍ୟ ଓ ଗ୍ରାମୀଣ ବିକାଶ କ୍ଷେତ୍ରରେ ତାଙ୍କର ଅବଦାନ ଅବିସ୍ମରଣୀୟ। ବର୍ତ୍ତମାନ ତାଙ୍କର ପୈତୃକ ଘର ରକ୍ଷଣାବେକ୍ଷଣ ଅଭାବରୁ ଜରାଜୀର୍ଣ୍ଣ ଅବସ୍ଥାରେ ରହିଥିବା ବେଳେ ଏହାକୁ ସଂରକ୍ଷଣ କରାଗଲେ ଏକ ମହାନ ଇତିହାସ ଲୋପ ପାଇବ ବୋଲି ଅଞ୍ଚଳବାସୀ ମତ ପ୍ରକାଶ କରିଛନ୍ତି। ଜିଲ୍ଲା ଧାର ସଂସ୍କୃତ କମିଟିର ଟାଷ୍ଟୀ ପ୍ରତିନିଧି ପ୍ରଶାନ୍ତ ସ୍ୱାଇଁ (ଲୁଲୁ) କହିଛନ୍ତି ଯେ, ବନମାଳୀ ଦାସଙ୍କ ତ୍ୟାଗ ଓ ସେବାର ସ୍ମୃତି ବହନ କରୁଥିବା ଏହି ଐତିହାସିକ ଗୃହର ସଂରକ୍ଷଣ ସହ ଗଣେଶ୍ୱରପୁରକୁ 'ବରପୁତ୍ର ଐତିହ୍ୟ ଗ୍ରାମ' ଭାବେ ବିକଶିତ କରିବାକୁ ସରକାରଙ୍କ ନିକଟରେ ଦାବି କରାଯାଇଛି। ଏହି ଅବସରରେ ସ୍ଥାନୀୟ ବୁଦ୍ଧିଜୀବୀ ଓ ବହୁ ବିଶିଷ୍ଟ ବ୍ୟକ୍ତି ଉପସ୍ଥିତ ଥିଲେ। — [24, 1687, 357, 2434]
meeting-photo — [22, 151, 359, 314]
